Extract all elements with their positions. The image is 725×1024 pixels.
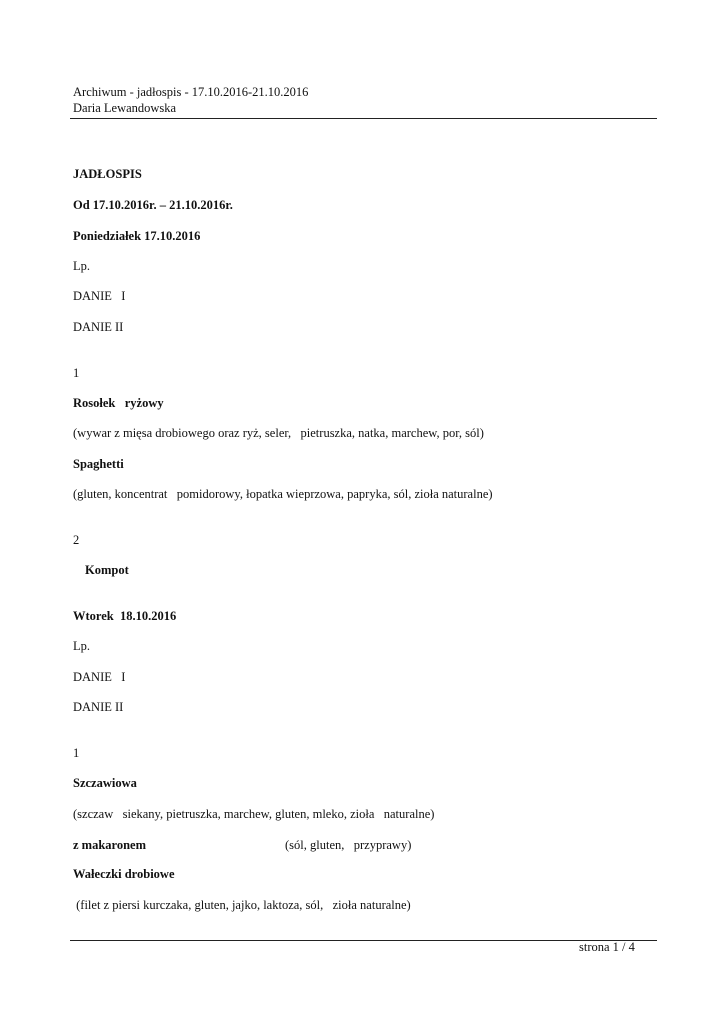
footer-rule <box>70 940 657 941</box>
soup-name: Rosołek ryżowy <box>73 396 164 410</box>
lp-label: Lp. <box>73 639 91 653</box>
drink-name: Kompot <box>85 563 129 577</box>
page-number: strona 1 / 4 <box>579 940 635 954</box>
item-number: 2 <box>73 533 80 547</box>
page-header <box>73 84 308 116</box>
pasta-ingredients: (sól, gluten, przyprawy) <box>285 838 412 852</box>
soup-name: Szczawiowa <box>73 776 137 790</box>
item-number: 1 <box>73 746 80 760</box>
lp-label: Lp. <box>73 259 91 273</box>
item-number: 1 <box>73 366 80 380</box>
main-dish-ingredients: (gluten, koncentrat pomidorowy, łopatka wieprzowa, papryka, sól, zioła naturalne) <box>73 487 493 501</box>
main-dish-ingredients: (filet z piersi kurczaka, gluten, jajko, laktoza, sól, zioła naturalne) <box>73 898 411 912</box>
pasta-name: z makaronem <box>73 838 147 852</box>
danie-2-label: DANIE II <box>73 320 124 334</box>
document-heading: JADŁOSPIS <box>73 167 142 181</box>
main-dish-name: Spaghetti <box>73 457 124 471</box>
header-author: Daria Lewandowska <box>73 101 177 115</box>
soup-ingredients: (wywar z mięsa drobiowego oraz ryż, seler, pietruszka, natka, marchew, por, sól) <box>73 426 484 440</box>
date-range: Od 17.10.2016r. – 21.10.2016r. <box>73 198 233 212</box>
danie-1-label: DANIE I <box>73 670 126 684</box>
soup-ingredients: (szczaw siekany, pietruszka, marchew, gluten, mleko, zioła naturalne) <box>73 807 435 821</box>
danie-1-label: DANIE I <box>73 289 126 303</box>
header-title: Archiwum - jadłospis - 17.10.2016-21.10.2016 <box>73 85 309 99</box>
pasta-row <box>73 838 493 853</box>
danie-2-label: DANIE II <box>73 700 124 714</box>
main-dish-name: Wałeczki drobiowe <box>73 867 175 881</box>
day-heading-monday: Poniedziałek 17.10.2016 <box>73 229 201 243</box>
day-heading-tuesday: Wtorek 18.10.2016 <box>73 609 177 623</box>
header-rule <box>70 118 657 119</box>
